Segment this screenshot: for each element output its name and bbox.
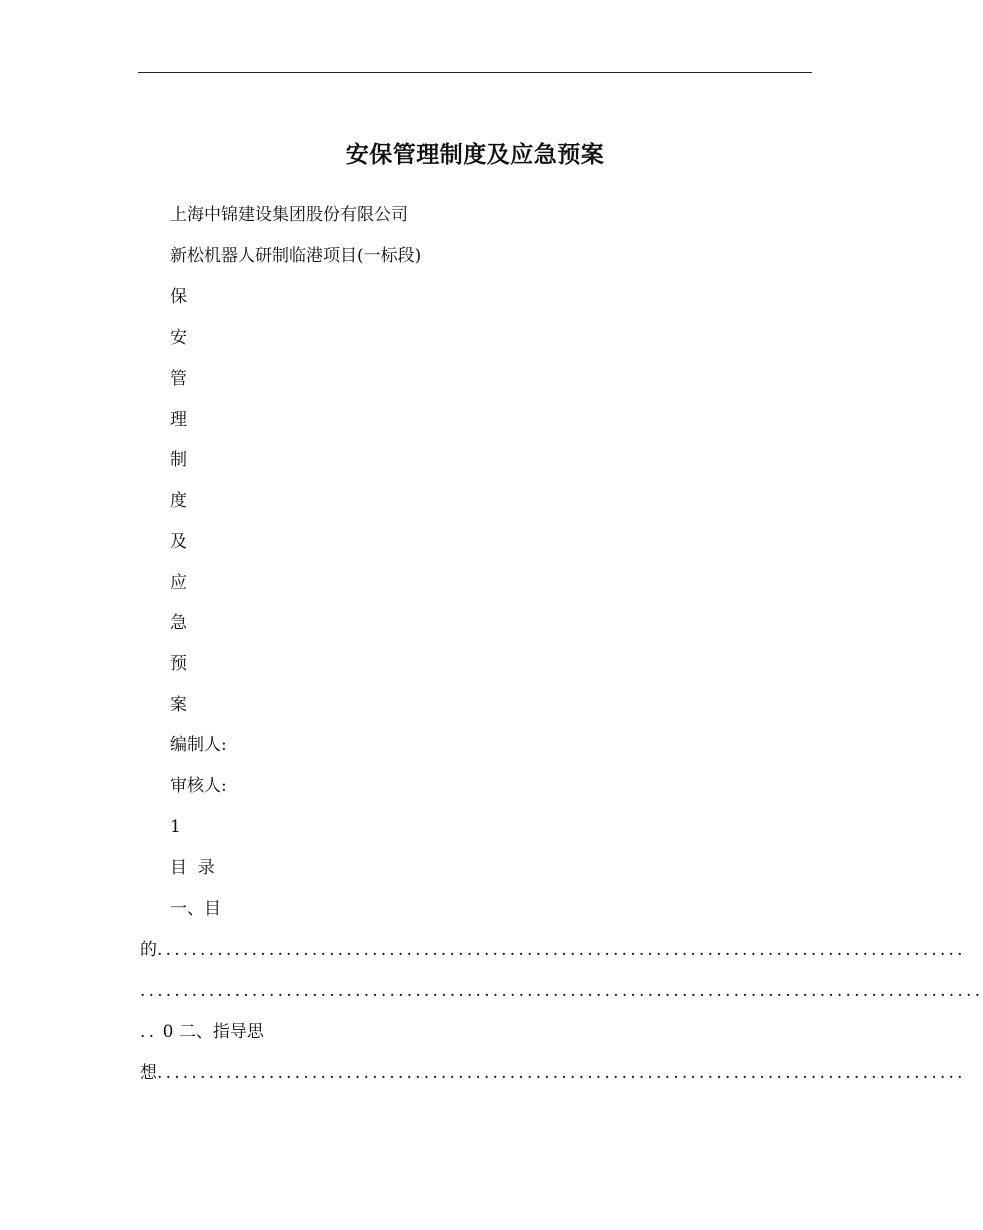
toc-item-1-end: 的 — [140, 940, 157, 960]
toc-item-1-leader — [140, 938, 966, 962]
project-name: 新松机器人研制临港项目(一标段) — [170, 246, 422, 266]
vertical-title-char: 应 — [170, 573, 187, 593]
toc-heading: 目 录 — [170, 858, 215, 878]
vertical-title-char: 理 — [170, 410, 187, 430]
document-title: 安保管理制度及应急预案 — [345, 141, 605, 168]
toc-dot-leader: .............................................................................................. — [157, 940, 966, 960]
toc-item-1-page-line — [140, 1020, 812, 1044]
toc-item-1-start: 一、目 — [170, 899, 221, 919]
vertical-title-char: 制 — [170, 450, 187, 470]
company-name: 上海中锦建设集团股份有限公司 — [170, 205, 408, 225]
toc-dot-leader: .................................................................................................. — [140, 981, 983, 1001]
toc-dot-leader-line — [140, 979, 983, 1003]
toc-dot-leader: .. — [140, 1022, 158, 1042]
vertical-title-char: 安 — [170, 328, 187, 348]
vertical-title-char: 及 — [170, 532, 187, 552]
toc-item-2-start: 二、指导思 — [178, 1022, 264, 1042]
vertical-title-char: 预 — [170, 654, 187, 674]
toc-item-1-page: 0 — [162, 1022, 174, 1042]
toc-dot-leader: .............................................................................................. — [157, 1063, 966, 1083]
compiler-label: 编制人: — [170, 735, 227, 755]
toc-item-2-leader — [140, 1061, 966, 1085]
vertical-title-char: 急 — [170, 613, 187, 633]
vertical-title-char: 管 — [170, 369, 187, 389]
vertical-title-char: 保 — [170, 287, 187, 307]
vertical-title-char: 案 — [170, 695, 187, 715]
header-rule — [138, 72, 812, 73]
toc-item-2-end: 想 — [140, 1063, 157, 1083]
reviewer-label: 审核人: — [170, 776, 227, 796]
vertical-title-char: 度 — [170, 491, 187, 511]
page-number: 1 — [170, 817, 181, 837]
